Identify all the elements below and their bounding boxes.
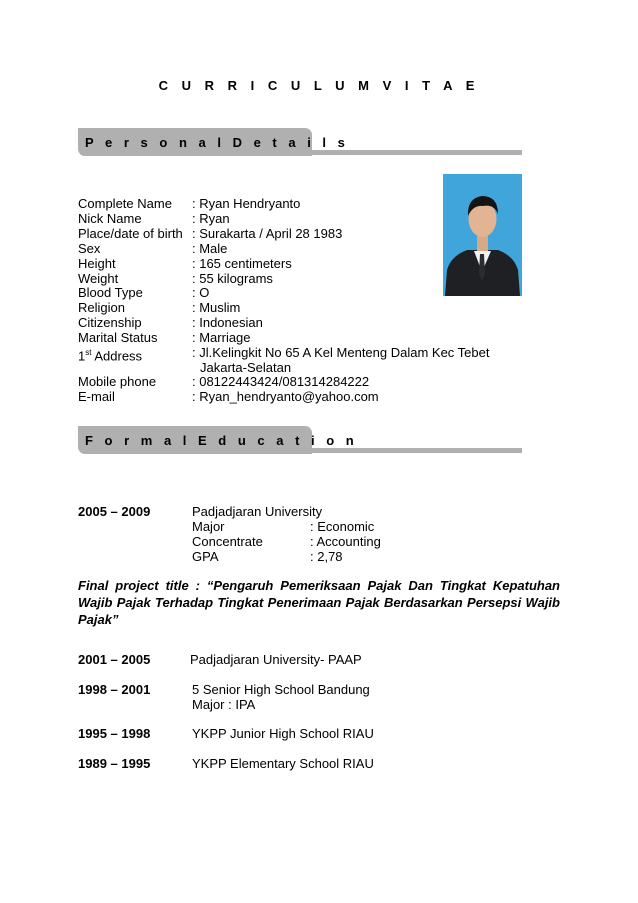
edu-detail-value: : 2,78 [310, 549, 343, 564]
label-birth: Place/date of birth [78, 226, 183, 241]
edu-detail-key: Concentrate [192, 534, 263, 549]
value-address: : Jl.Kelingkit No 65 A Kel Menteng Dalam Kec Tebet [192, 345, 490, 360]
edu-school-1989: YKPP Elementary School RIAU [192, 756, 374, 771]
value-weight: : 55 kilograms [192, 271, 273, 286]
edu-school-2001: Padjadjaran University- PAAP [190, 652, 362, 667]
label-religion: Religion [78, 300, 125, 315]
edu-years-1989: 1989 – 1995 [78, 756, 151, 771]
value-address-line2: Jakarta-Selatan [200, 360, 292, 375]
edu-detail-key: Major [192, 519, 225, 534]
value-blood-type: : O [192, 285, 210, 300]
label-marital-status: Marital Status [78, 330, 158, 345]
edu-school-1998: 5 Senior High School Bandung [192, 682, 370, 697]
value-height: : 165 centimeters [192, 256, 292, 271]
value-complete-name: : Ryan Hendryanto [192, 196, 301, 211]
formal-education-header [78, 426, 522, 456]
profile-photo [443, 174, 522, 296]
value-citizenship: : Indonesian [192, 315, 263, 330]
edu-years-1998: 1998 – 2001 [78, 682, 151, 697]
value-mobile-phone: : 08122443424/081314284222 [192, 374, 370, 389]
value-marital-status: : Marriage [192, 330, 251, 345]
edu-detail-value: : Economic [310, 519, 375, 534]
edu-years-2001: 2001 – 2005 [78, 652, 151, 667]
value-sex: : Male [192, 241, 228, 256]
edu-detail-value: : Accounting [310, 534, 381, 549]
section-title-personal: P e r s o n a l D e t a i l s [85, 135, 349, 150]
edu-detail-key: GPA [192, 549, 219, 564]
label-weight: Weight [78, 271, 119, 286]
label-email: E-mail [78, 389, 115, 404]
final-project-title: Final project title : “Pengaruh Pemeriksaan Pajak Dan Tingkat Kepatuhan Wajib Pajak Terhadap Tingkat Penerimaan Pajak Berdasarkan Persepsi Wajib Pajak” [78, 578, 560, 627]
edu-years-1995: 1995 – 1998 [78, 726, 151, 741]
label-mobile-phone: Mobile phone [78, 374, 157, 389]
edu-years-2005: 2005 – 2009 [78, 504, 151, 519]
value-nick-name: : Ryan [192, 211, 230, 226]
page-title: C U R R I C U L U M V I T A E [158, 78, 480, 93]
label-address: 1st Address [78, 348, 143, 364]
value-email: : Ryan_hendryanto@yahoo.com [192, 389, 379, 404]
value-birth: : Surakarta / April 28 1983 [192, 226, 343, 241]
edu-school-1995: YKPP Junior High School RIAU [192, 726, 374, 741]
label-citizenship: Citizenship [78, 315, 142, 330]
label-blood-type: Blood Type [78, 285, 143, 300]
section-title-education: F o r m a l E d u c a t i o n [85, 433, 358, 448]
label-nick-name: Nick Name [78, 211, 142, 226]
label-sex: Sex [78, 241, 101, 256]
personal-details-header [78, 128, 522, 158]
label-complete-name: Complete Name [78, 196, 172, 211]
label-height: Height [78, 256, 116, 271]
value-religion: : Muslim [192, 300, 241, 315]
edu-school-2005: Padjadjaran University [192, 504, 323, 519]
edu-major-1998: Major : IPA [192, 697, 256, 712]
person-portrait-icon [443, 174, 522, 296]
